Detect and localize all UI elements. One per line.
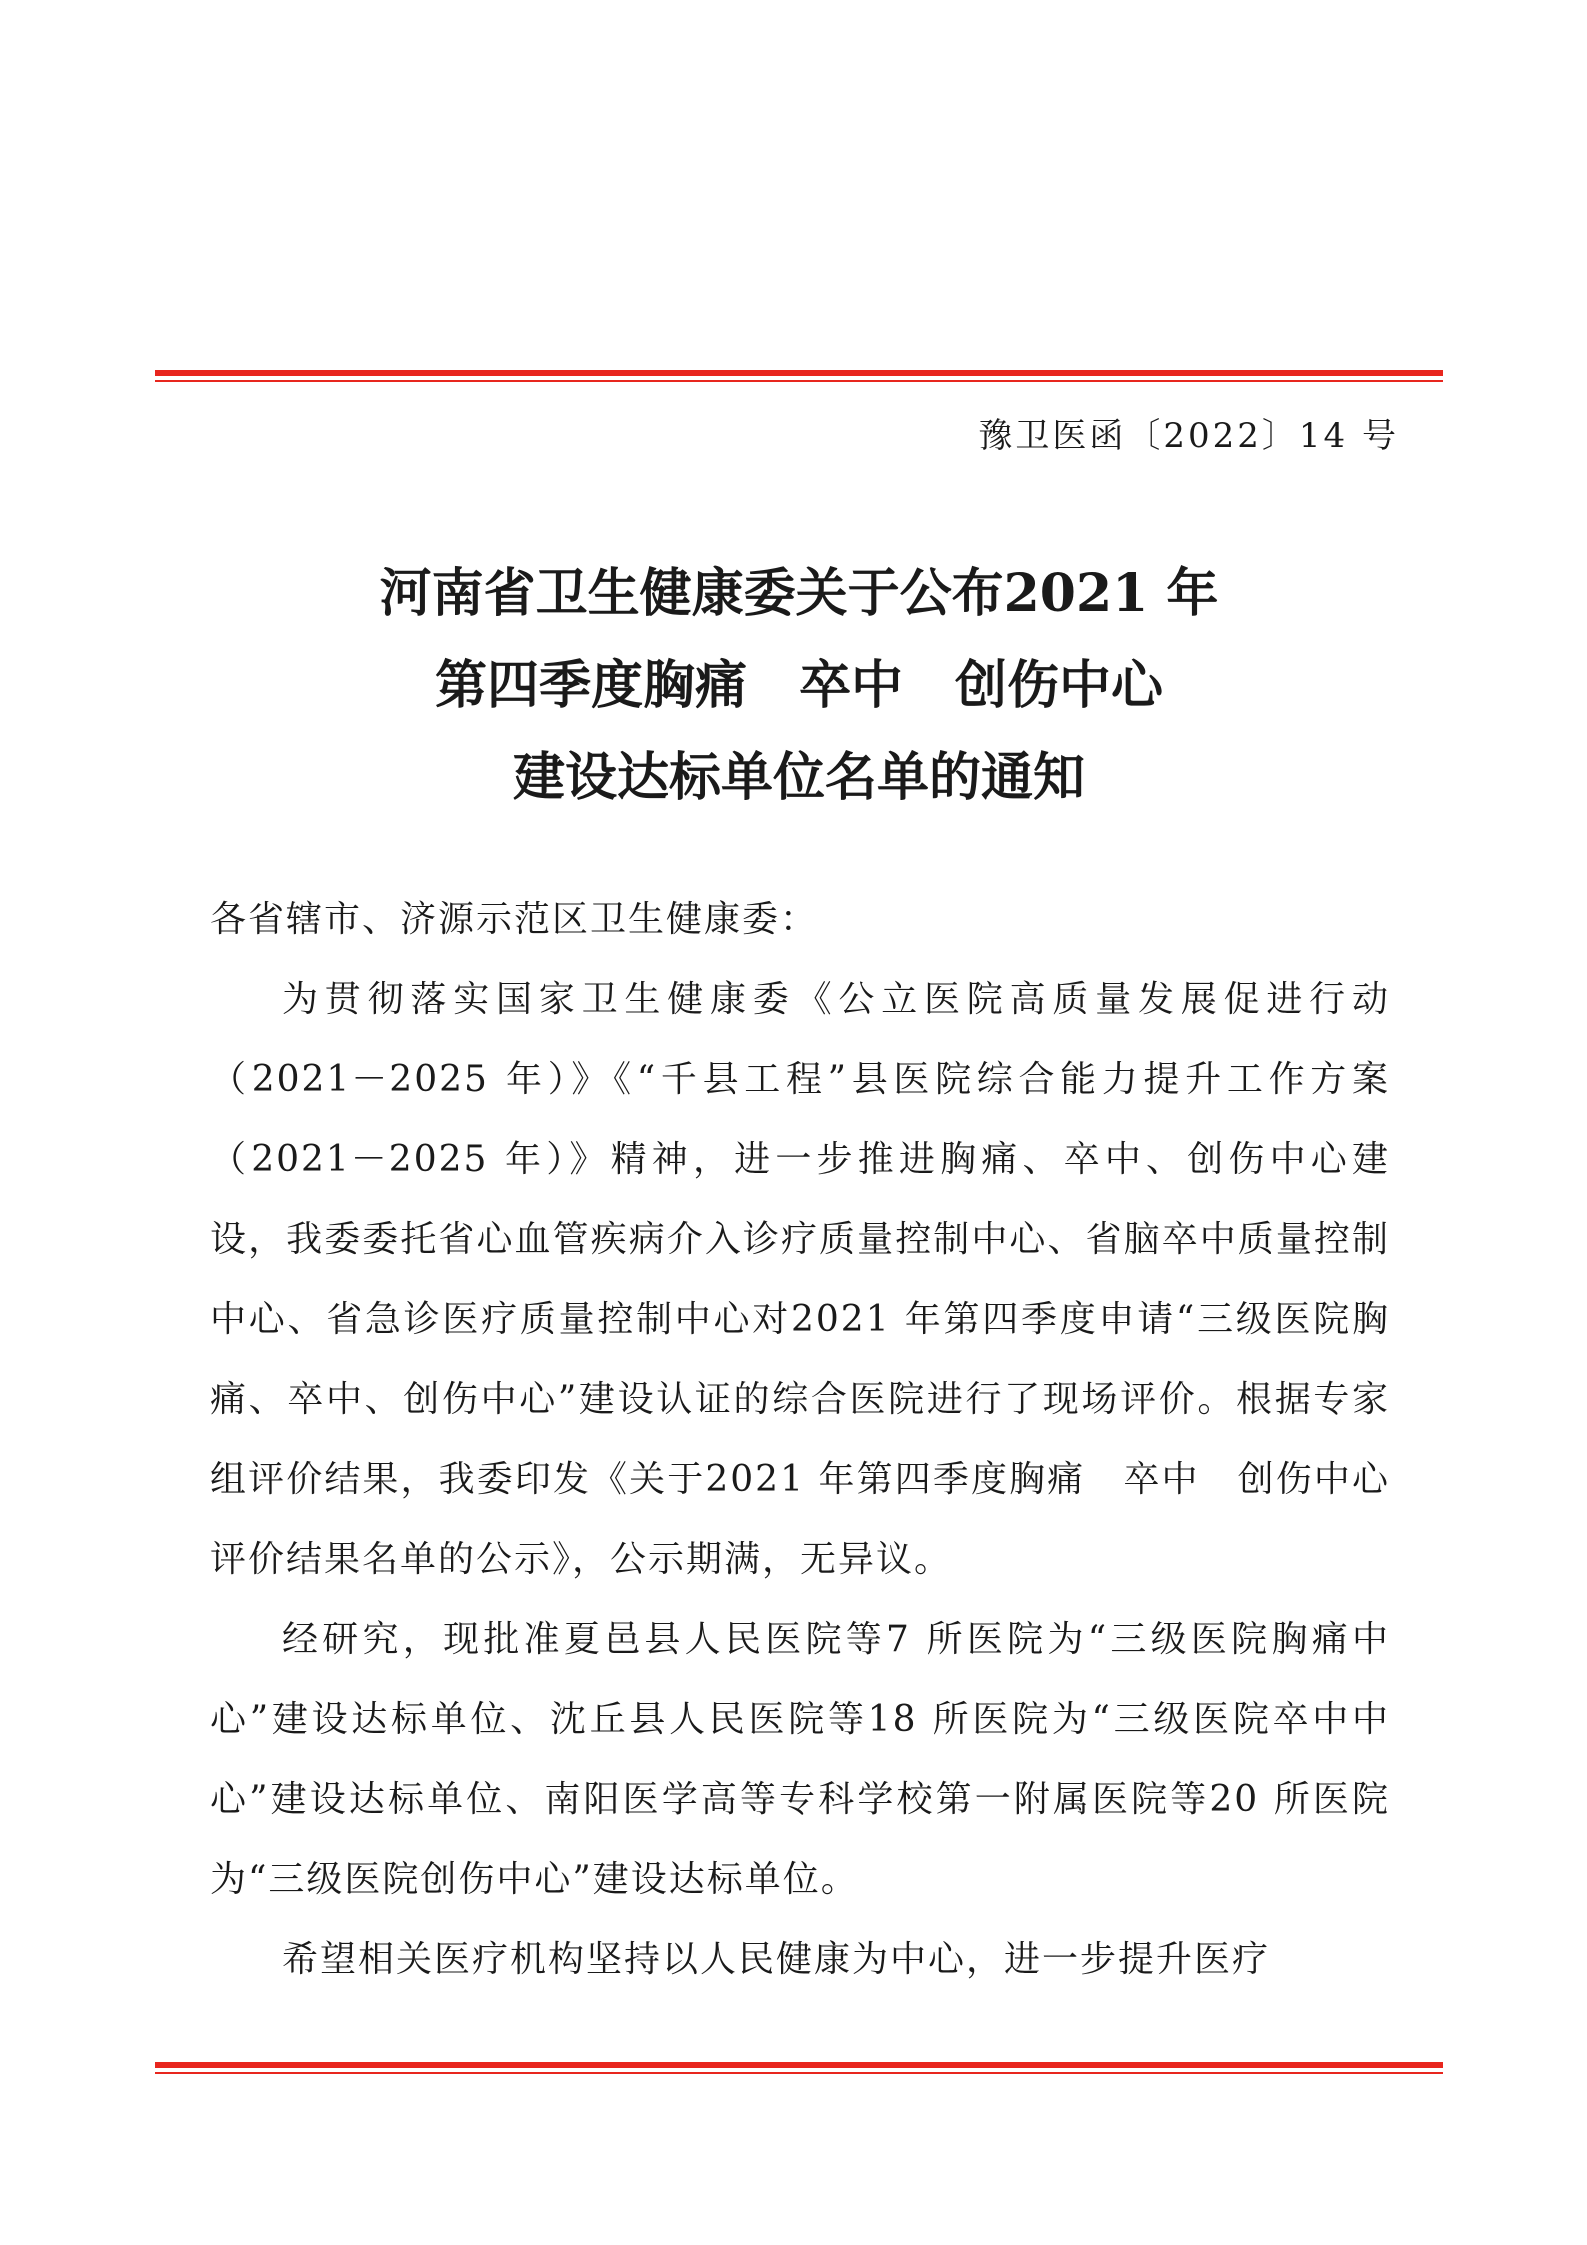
title-line-1: 河南省卫生健康委关于公布2021 年 bbox=[379, 563, 1219, 624]
footer-red-rule-thick bbox=[155, 2062, 1443, 2068]
footer-red-rule-thin bbox=[155, 2072, 1443, 2074]
body-paragraph-2: 经研究，现批准夏邑县人民医院等7 所医院为“三级医院胸痛中心”建设达标单位、沈丘县人民医院等18 所医院为“三级医院卒中中心”建设达标单位、南阳医学高等专科学校第一附属医院等20 所医院为“三级医院创伤中心”建设达标单位。 bbox=[210, 1619, 1390, 1900]
document-number: 豫卫医函〔2022〕14 号 bbox=[978, 416, 1399, 456]
header-red-rule-thick bbox=[155, 370, 1443, 376]
title-line-3: 建设达标单位名单的通知 bbox=[512, 747, 1085, 808]
header-red-rule-thin bbox=[155, 380, 1443, 382]
title-line-2: 第四季度胸痛 卒中 创伤中心 bbox=[434, 655, 1163, 716]
header-red-rule bbox=[155, 370, 1443, 382]
document-body bbox=[210, 880, 1390, 2000]
footer-red-rule bbox=[155, 2062, 1443, 2074]
body-paragraph-1: 为贯彻落实国家卫生健康委《公立医院高质量发展促进行动（2021－2025 年）》《“千县工程”县医院综合能力提升工作方案（2021－2025 年）》精神，进一步推进胸痛、卒中、创伤中心建设，我委委托省心血管疾病介入诊疗质量控制中心、省脑卒中质量控制中心、省急诊医疗质量控制中心对2021 年第四季度申请“三级医院胸痛、卒中、创伤中心”建设认证的综合医院进行了现场评价。根据专家组评价结果，我委印发《关于2021 年第四季度胸痛 卒中 创伤中心评价结果名单的公示》，公示期满，无异议。 bbox=[210, 979, 1390, 1580]
salutation: 各省辖市、济源示范区卫生健康委： bbox=[210, 899, 819, 940]
document-title bbox=[155, 548, 1443, 824]
body-paragraph-3: 希望相关医疗机构坚持以人民健康为中心，进一步提升医疗 bbox=[282, 1939, 1271, 1980]
